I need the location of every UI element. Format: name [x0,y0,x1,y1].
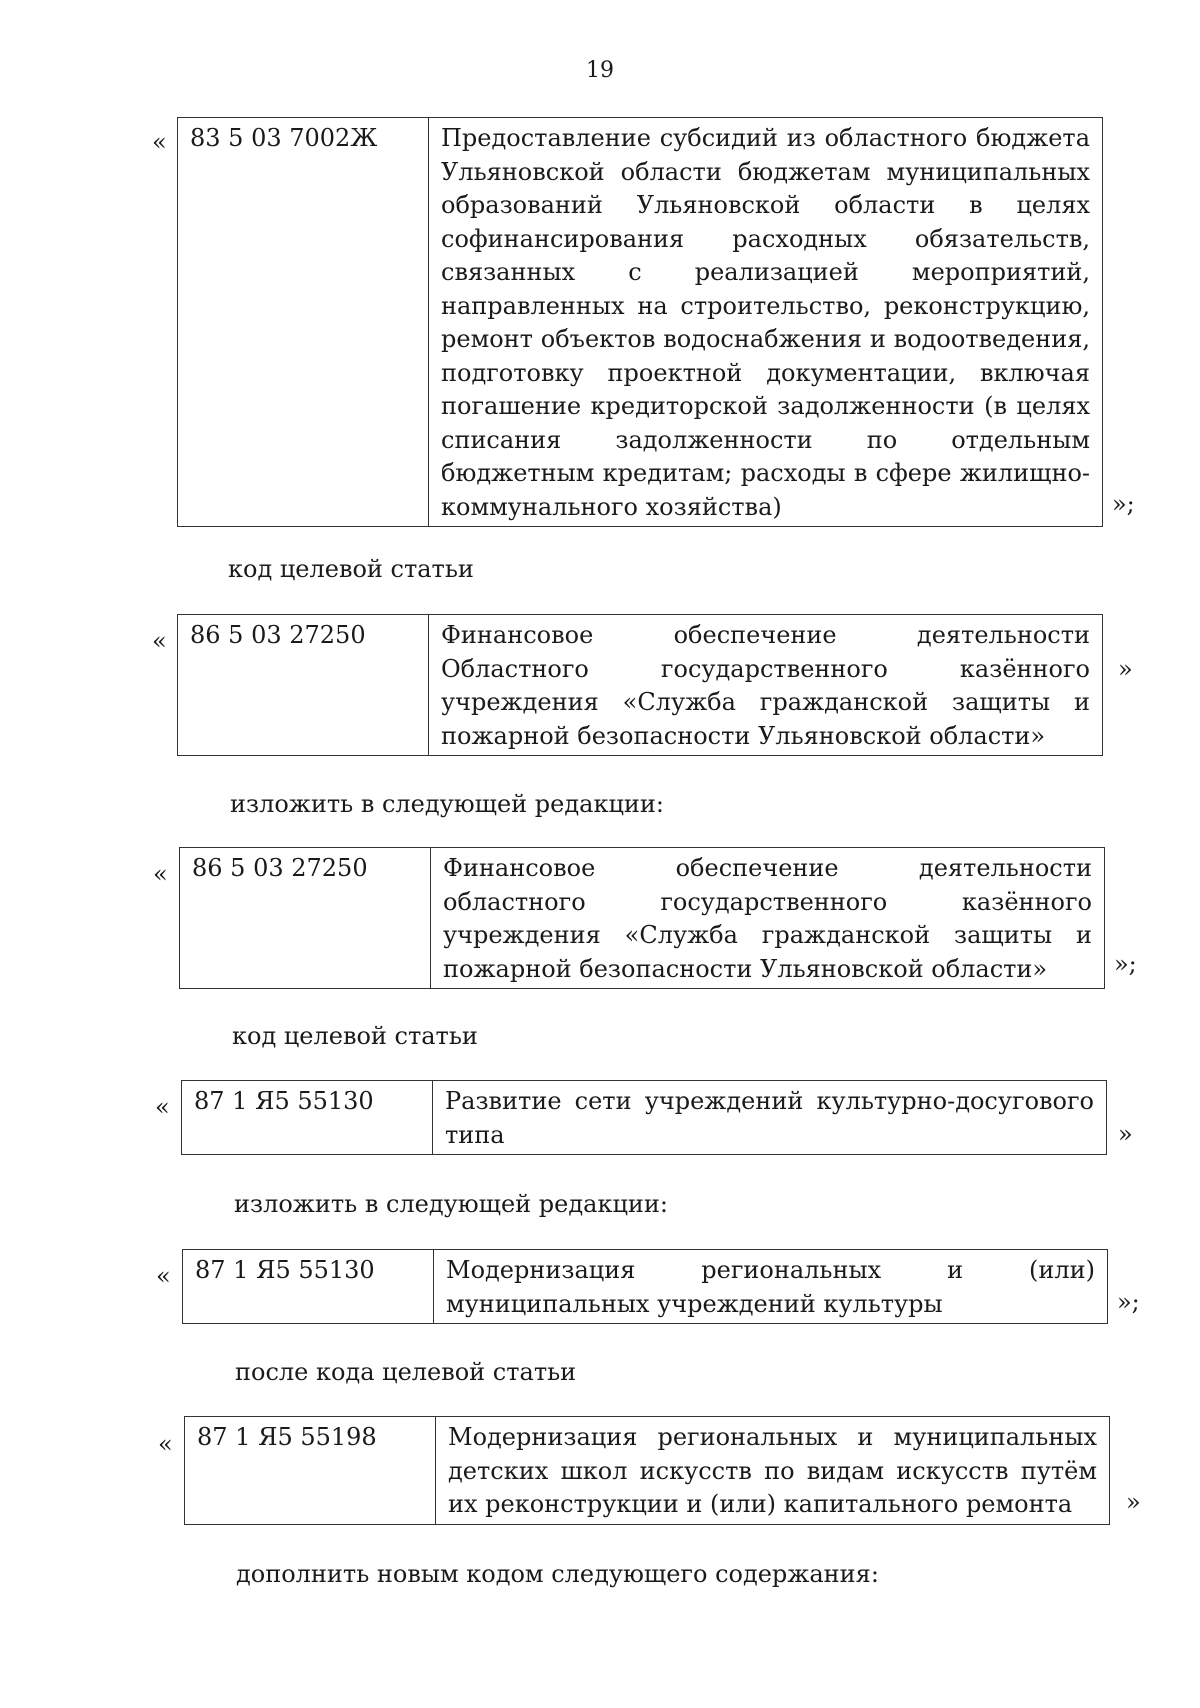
description-cell: Модернизация региональных и муниципальных детских школ искусств по видам искусств путём их реконструкции и (или) капитального ремонта [436,1417,1110,1525]
description-cell: Развитие сети учреждений культурно-досугового типа [433,1081,1107,1155]
table-row [178,615,1103,756]
quote-close: » [1118,655,1133,683]
code-cell: 87 1 Я5 55130 [182,1081,433,1155]
quote-close: »; [1112,490,1135,518]
table-row [182,1081,1107,1155]
description-cell: Модернизация региональных и (или) муниципальных учреждений культуры [434,1250,1108,1324]
code-table [179,847,1105,989]
table-row [178,118,1103,527]
description-cell: Предоставление субсидий из областного бюджета Ульяновской области бюджетам муниципальных образований Ульяновской области в целях софинансирования расходных обязательств, связанных с реализацией мероприятий, направленных на строительство, реконструкцию, ремонт объектов водоснабжения и водоотведения, подготовку проектной документации, включая погашение кредиторской задолженности (в целях списания задолженности по отдельным бюджетным кредитам; расходы в сфере жилищно-коммунального хозяйства) [429,118,1103,527]
description-cell: Финансовое обеспечение деятельности областного государственного казённого учреждения «Служба гражданской защиты и пожарной безопасности Ульяновской области» [431,848,1105,989]
page-number: 19 [586,58,614,83]
quote-open: « [155,1093,170,1121]
instruction-text: после кода целевой статьи [235,1358,577,1386]
code-table [184,1416,1110,1525]
quote-close: »; [1114,950,1137,978]
instruction-text: код целевой статьи [228,555,474,583]
code-table [177,117,1103,527]
code-cell: 87 1 Я5 55198 [185,1417,436,1525]
code-cell: 87 1 Я5 55130 [183,1250,434,1324]
quote-open: « [152,627,167,655]
table-row [183,1250,1108,1324]
code-table [177,614,1103,756]
table-row [185,1417,1110,1525]
quote-close: » [1118,1120,1133,1148]
description-cell: Финансовое обеспечение деятельности Областного государственного казённого учреждения «Служба гражданской защиты и пожарной безопасности Ульяновской области» [429,615,1103,756]
code-table [181,1080,1107,1155]
instruction-text: дополнить новым кодом следующего содержания: [236,1560,879,1588]
instruction-text: код целевой статьи [232,1022,478,1050]
instruction-text: изложить в следующей редакции: [230,790,664,818]
quote-open: « [156,1262,171,1290]
quote-close: »; [1117,1288,1140,1316]
code-cell: 86 5 03 27250 [180,848,431,989]
quote-open: « [158,1430,173,1458]
quote-open: « [153,860,168,888]
code-table [182,1249,1108,1324]
quote-close: » [1126,1488,1141,1516]
code-cell: 83 5 03 7002Ж [178,118,429,527]
instruction-text: изложить в следующей редакции: [234,1190,668,1218]
code-cell: 86 5 03 27250 [178,615,429,756]
table-row [180,848,1105,989]
quote-open: « [152,128,167,156]
